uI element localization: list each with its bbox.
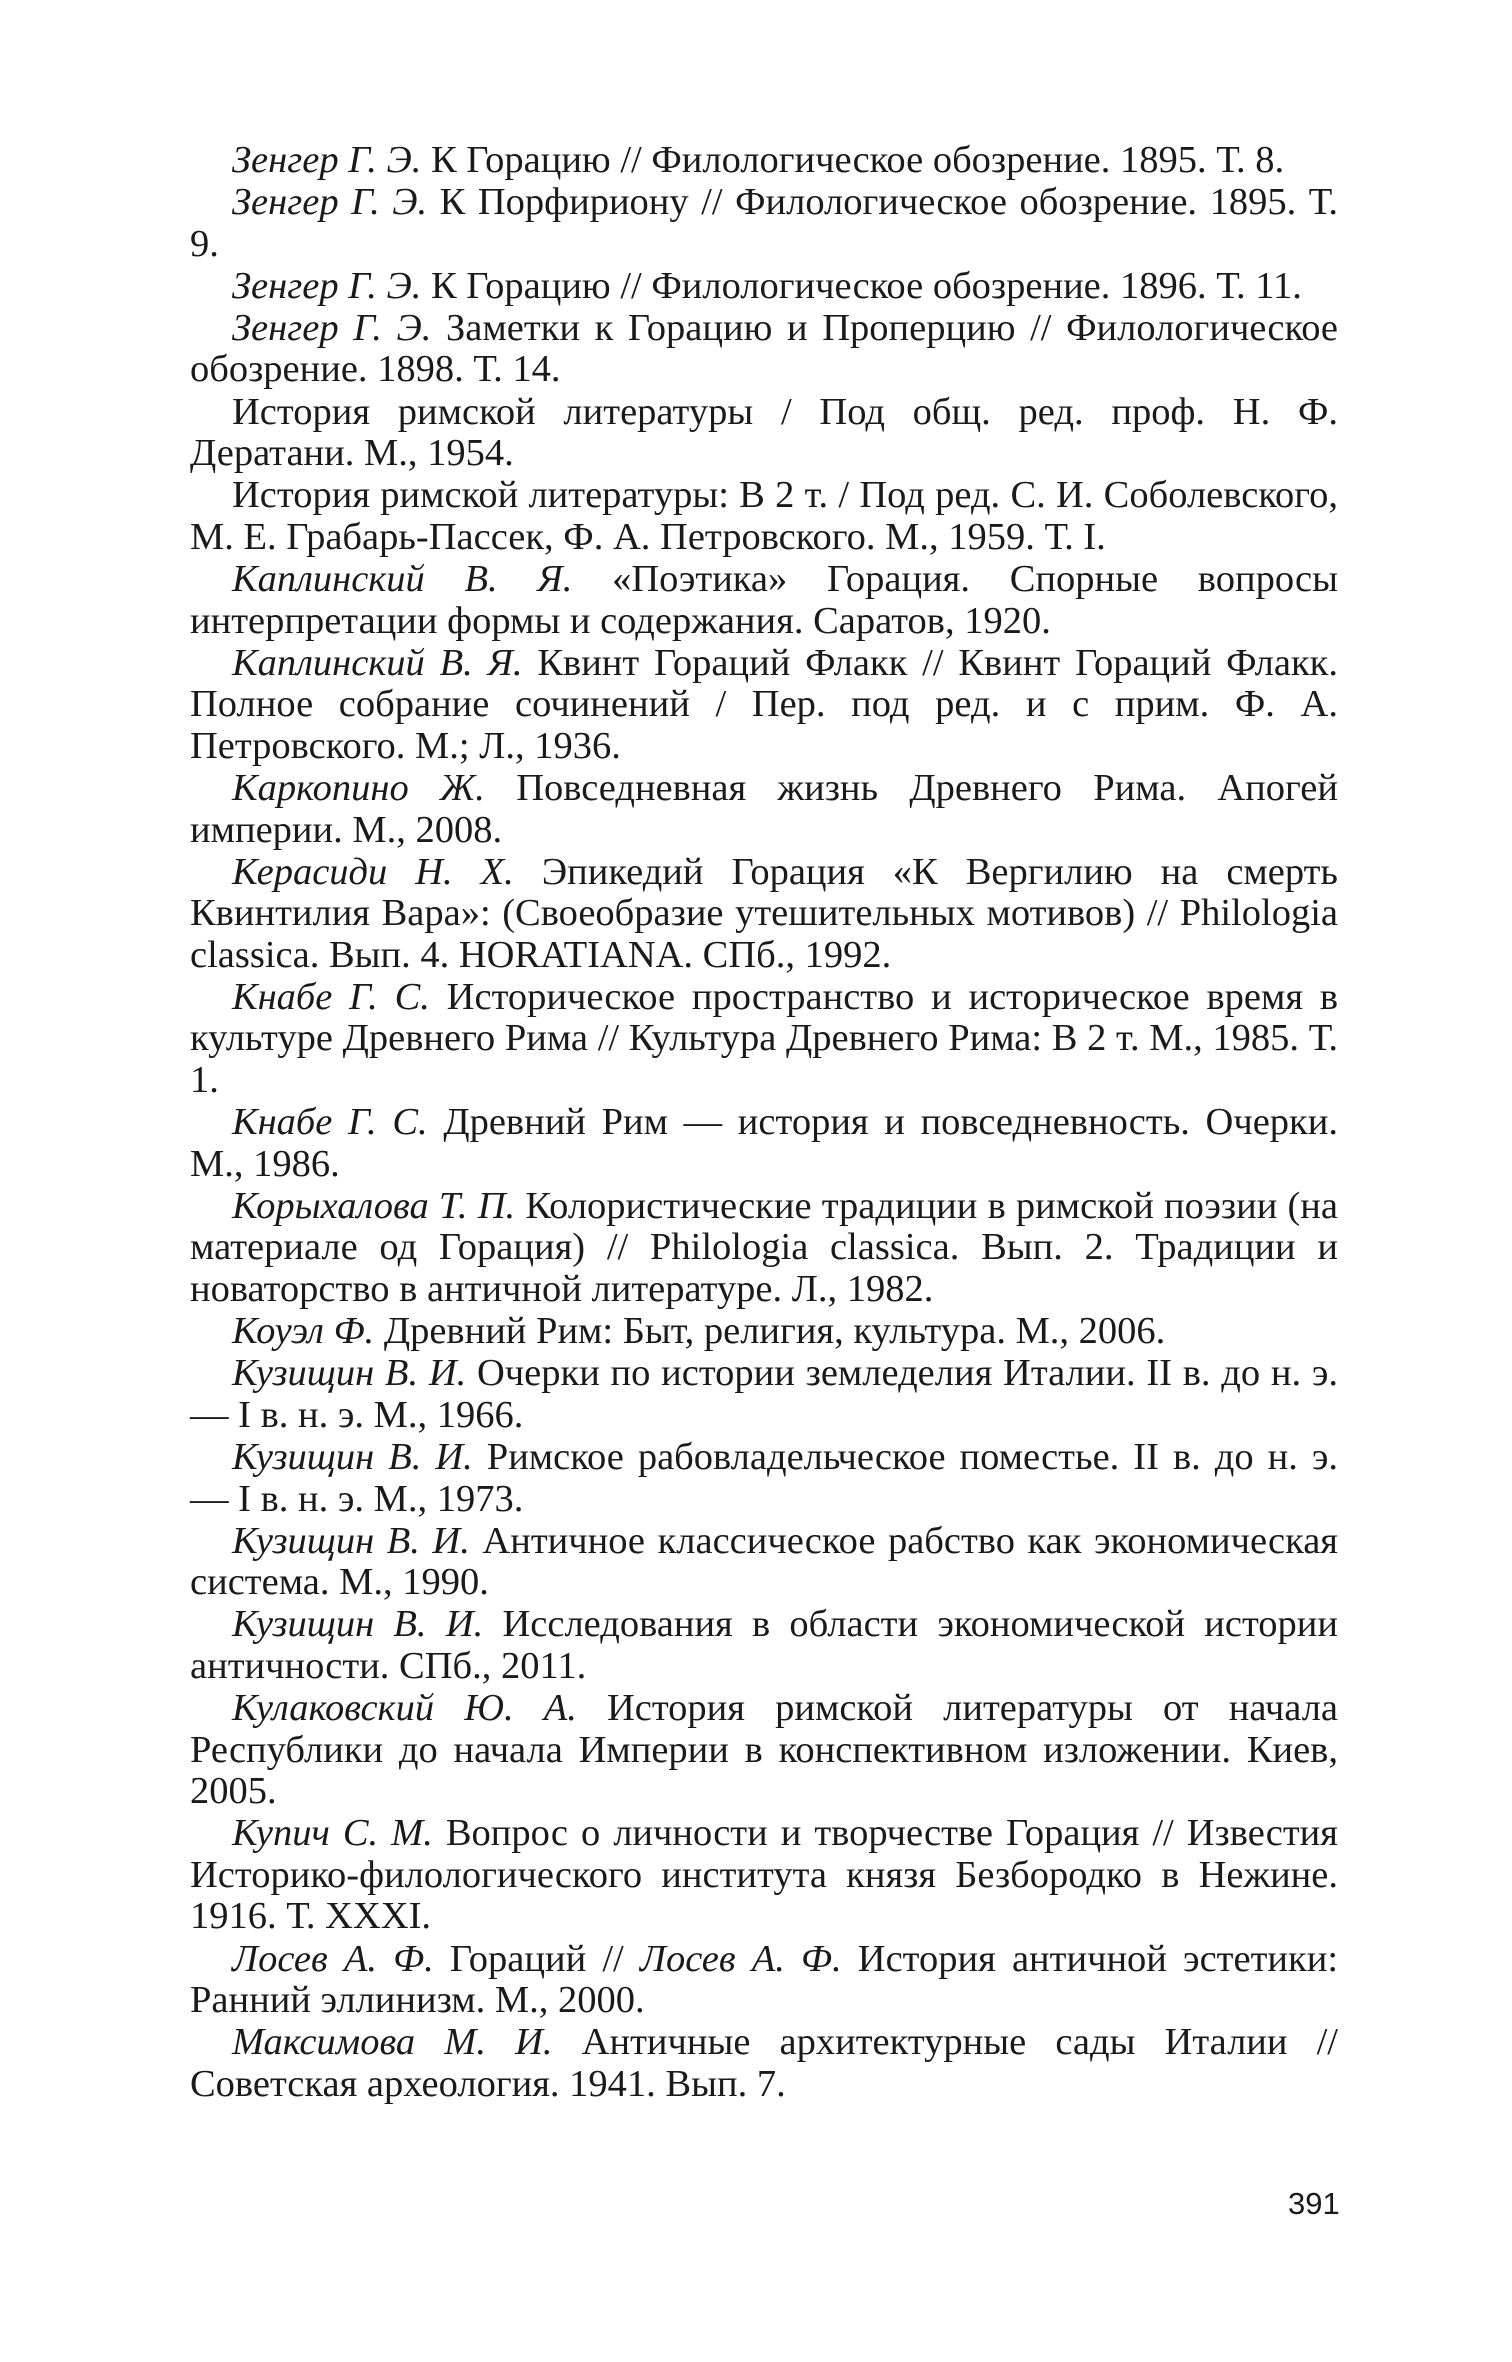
entry-text: Квинт Гораций Флакк // Квинт Гораций Флакк. Полное собрание сочинений / Пер. под ред. и с прим. Ф. А. Петровского. М.; Л., 1936.	[190, 641, 1339, 767]
entry-text: Вопрос о личности и творчестве Горация // Известия Историко-филологического института князя Безбородко в Нежине. 1916. Т. XXXI.	[190, 1812, 1338, 1938]
bibliography-entry	[190, 475, 1338, 558]
entry-text: Античное классическое рабство как экономическая система. М., 1990.	[190, 1519, 1339, 1604]
entry-author-secondary: Лосев А. Ф.	[639, 1937, 842, 1980]
entry-author: Лосев А. Ф.	[232, 1937, 434, 1980]
entry-author: Керасиди Н. Х.	[232, 850, 514, 893]
bibliography-entry	[190, 1353, 1338, 1436]
entry-text: Эпикедий Горация «К Вергилию на смерть Квинтилия Вара»: (Своеобразие утешительных мотивов) // Philologia classica. Вып. 4. HORATIANA. СПб., 1992.	[190, 850, 1338, 976]
bibliography-entry	[190, 1813, 1338, 1938]
entry-text: Повседневная жизнь Древнего Рима. Апогей империи. М., 2008.	[190, 766, 1338, 851]
entry-author: Каплинский В. Я.	[232, 641, 523, 684]
entry-text: Античные архитектурные сады Италии // Советская археология. 1941. Вып. 7.	[190, 2021, 1339, 2105]
entry-text: Историческое пространство и историческое время в культуре Древнего Рима // Культура Древнего Рима: В 2 т. М., 1985. Т. 1.	[190, 975, 1338, 1102]
bibliography-entry	[190, 1604, 1338, 1687]
entry-author: Зенгер Г. Э.	[232, 264, 422, 307]
entry-text: История римской литературы от начала Республики до начала Империи в конспективном изложении. Киев, 2005.	[190, 1686, 1338, 1813]
bibliography-list	[190, 140, 1338, 2106]
bibliography-entry	[190, 308, 1338, 391]
entry-text: Римское рабовладельческое поместье. II в. до н. э. — I в. н. э. М., 1973.	[190, 1435, 1338, 1520]
bibliography-entry	[190, 2022, 1338, 2105]
entry-author: Максимова М. И.	[232, 2021, 553, 2064]
entry-author: Коуэл Ф.	[232, 1310, 375, 1353]
entry-text: Древний Рим: Быт, религия, культура. М., 2006.	[374, 1310, 1166, 1353]
entry-author: Кулаковский Ю. А.	[232, 1686, 577, 1729]
entry-text: Колористические традиции в римской поэзии (на материале од Горация) // Philologia classica. Вып. 2. Традиции и новаторство в античной литературе. Л., 1982.	[190, 1184, 1338, 1311]
bibliography-entry	[190, 1102, 1338, 1185]
entry-text: К Порфириону // Филологическое обозрение. 1895. Т. 9.	[190, 181, 1338, 265]
entry-author: Зенгер Г. Э.	[232, 181, 428, 224]
entry-author: Зенгер Г. Э.	[232, 306, 432, 349]
bibliography-entry	[190, 182, 1338, 265]
entry-author: Каркопино Ж.	[232, 766, 485, 809]
bibliography-entry	[190, 559, 1338, 642]
entry-author: Купич С. М.	[232, 1812, 433, 1855]
entry-author: Кузищин В. И.	[232, 1352, 467, 1395]
bibliography-entry	[190, 768, 1338, 851]
entry-author: Кнабе Г. С.	[232, 975, 430, 1018]
bibliography-entry	[190, 1311, 1338, 1353]
entry-author: Корыхалова Т. П.	[232, 1184, 516, 1227]
bibliography-entry	[190, 643, 1338, 768]
bibliography-entry	[190, 140, 1338, 182]
entry-text: Исследования в области экономической истории античности. СПб., 2011.	[190, 1603, 1339, 1687]
entry-author: Кузищин В. И.	[232, 1603, 484, 1646]
entry-text: Заметки к Горацию и Проперцию // Филологическое обозрение. 1898. Т. 14.	[190, 306, 1339, 391]
bibliography-entry	[190, 977, 1338, 1102]
bibliography-entry	[190, 266, 1338, 308]
bibliography-entry	[190, 1437, 1338, 1520]
entry-author: Кнабе Г. С.	[232, 1101, 428, 1144]
entry-text: Гораций //	[433, 1937, 640, 1980]
page-number: 391	[1288, 2186, 1340, 2221]
bibliography-entry	[190, 1939, 1338, 2022]
bibliography-entry	[190, 1521, 1338, 1604]
entry-author: Кузищин В. И.	[232, 1519, 470, 1562]
entry-author: Кузищин В. И.	[232, 1435, 473, 1478]
entry-author: Зенгер Г. Э.	[232, 139, 422, 181]
entry-text: К Горацию // Филологическое обозрение. 1896. Т. 11.	[421, 264, 1302, 307]
bibliography-entry	[190, 392, 1338, 475]
entry-text: История римской литературы / Под общ. ред. проф. Н. Ф. Дератани. М., 1954.	[190, 390, 1338, 475]
entry-text: История римской литературы: В 2 т. / Под ред. С. И. Соболевского, М. Е. Грабарь-Пассек, Ф. А. Петровского. М., 1959. Т. I.	[190, 474, 1338, 558]
bibliography-entry	[190, 1186, 1338, 1311]
entry-text: Древний Рим — история и повседневность. Очерки. М., 1986.	[190, 1101, 1338, 1185]
entry-text: К Горацию // Филологическое обозрение. 1895. Т. 8.	[421, 139, 1285, 181]
entry-author: Каплинский В. Я.	[232, 557, 573, 600]
entry-text: Очерки по истории земледелия Италии. II в. до н. э. — I в. н. э. М., 1966.	[190, 1352, 1338, 1436]
bibliography-entry	[190, 852, 1338, 977]
entry-text-secondary: История античной эстетики: Ранний эллинизм. М., 2000.	[190, 1937, 1339, 2022]
bibliography-entry	[190, 1688, 1338, 1813]
entry-text: «Поэтика» Горация. Спорные вопросы интерпретации формы и содержания. Саратов, 1920.	[190, 557, 1338, 642]
